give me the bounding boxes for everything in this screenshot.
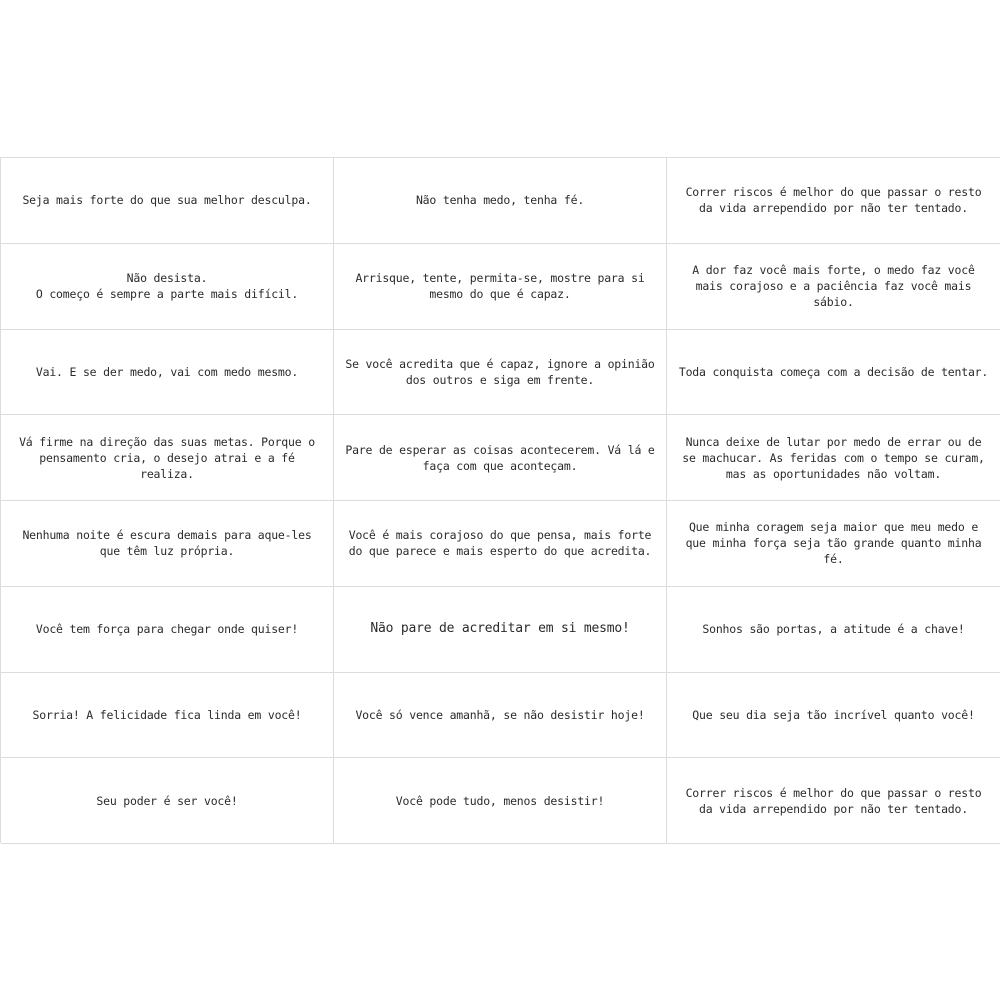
quote-card (1, 587, 334, 673)
quote-text: Que seu dia seja tão incrível quanto você! (692, 707, 975, 722)
quote-card (1, 758, 334, 844)
quote-card (667, 501, 1000, 587)
quote-text: Não desista. O começo é sempre a parte mais difícil. (35, 271, 299, 302)
quote-text: Seu poder é ser você! (96, 793, 238, 808)
quote-card (667, 758, 1000, 844)
quote-text: Nunca deixe de lutar por medo de errar ou de se machucar. As feridas com o tempo se curam, mas as oportunidades não voltam. (682, 434, 985, 481)
quote-card (334, 587, 667, 673)
quote-card (334, 501, 667, 587)
quote-text: Sorria! A felicidade fica linda em você! (32, 707, 302, 722)
quote-card (1, 415, 334, 501)
quote-card (334, 415, 667, 501)
quote-text: Seja mais forte do que sua melhor desculpa. (22, 193, 312, 208)
quote-card (1, 673, 334, 759)
quote-text: Toda conquista começa com a decisão de tentar. (678, 364, 989, 379)
quote-card (334, 244, 667, 330)
quote-text: Se você acredita que é capaz, ignore a opinião dos outros e siga em frente. (345, 356, 655, 387)
quote-card (1, 330, 334, 416)
quote-text: Pare de esperar as coisas acontecerem. Vá lá e faça com que aconteçam. (345, 442, 655, 473)
quote-text: Vá firme na direção das suas metas. Porque o pensamento cria, o desejo atrai e a fé realiza. (19, 434, 315, 481)
quote-card (334, 758, 667, 844)
quote-card (1, 158, 334, 244)
quote-card (667, 244, 1000, 330)
quote-text: Nenhuma noite é escura demais para aque-les que têm luz própria. (22, 528, 312, 559)
quote-text: Não pare de acreditar em si mesmo! (370, 621, 630, 637)
quote-card (334, 330, 667, 416)
quote-text: Sonhos são portas, a atitude é a chave! (702, 622, 965, 637)
quote-text: Você pode tudo, menos desistir! (395, 793, 605, 808)
quote-card (667, 673, 1000, 759)
quote-card (1, 244, 334, 330)
quote-text: Você tem força para chegar onde quiser! (35, 622, 299, 637)
quote-text: Vai. E se der medo, vai com medo mesmo. (35, 364, 299, 379)
quote-card-grid (0, 157, 1000, 843)
quote-card (334, 158, 667, 244)
quote-card (1, 501, 334, 587)
quote-card (334, 673, 667, 759)
quote-card (667, 330, 1000, 416)
quote-text: Correr riscos é melhor do que passar o resto da vida arrependido por não ter tentado. (685, 785, 982, 816)
quote-card (667, 415, 1000, 501)
quote-text: Não tenha medo, tenha fé. (415, 193, 585, 208)
quote-text: Correr riscos é melhor do que passar o resto da vida arrependido por não ter tentado. (685, 185, 982, 216)
quote-text: Você é mais corajoso do que pensa, mais forte do que parece e mais esperto do que acredita. (348, 528, 652, 559)
quote-text: A dor faz você mais forte, o medo faz você mais corajoso e a paciência faz você mais sábio. (692, 263, 975, 310)
quote-text: Arrisque, tente, permita-se, mostre para si mesmo do que é capaz. (355, 271, 645, 302)
quote-card (667, 587, 1000, 673)
quote-text: Que minha coragem seja maior que meu medo e que minha força seja tão grande quanto minha fé. (685, 520, 982, 567)
quote-card (667, 158, 1000, 244)
quote-text: Você só vence amanhã, se não desistir hoje! (355, 707, 645, 722)
